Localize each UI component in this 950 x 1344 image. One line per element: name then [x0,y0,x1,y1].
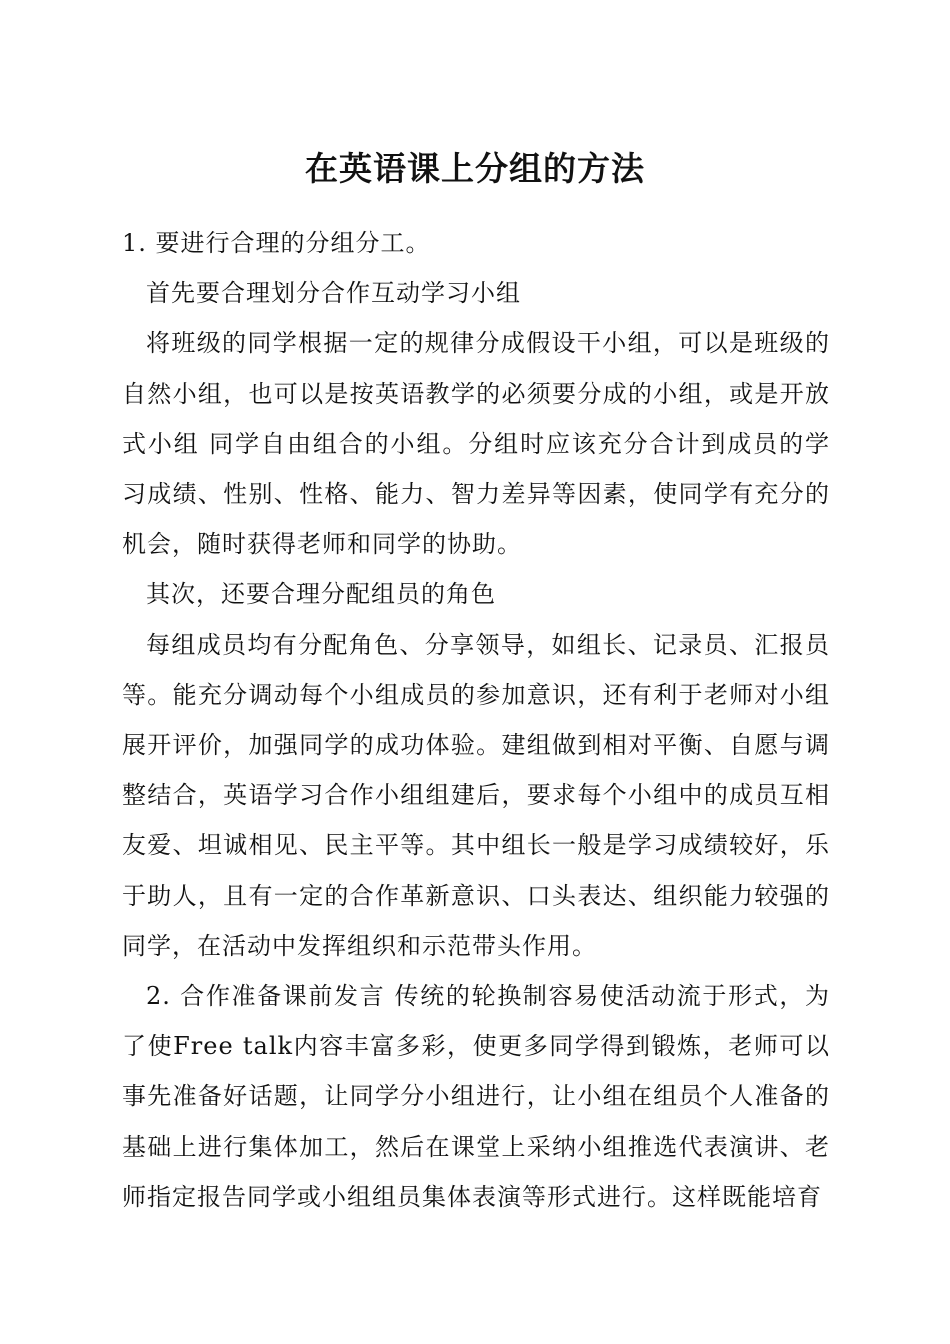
section-heading-2-paragraph: 2. 合作准备课前发言 传统的轮换制容易使活动流于形式，为了使Free talk内容丰富多彩，使更多同学得到锻炼，老师可以事先准备好话题，让同学分小组进行，让小组在组员个人准备的基础上进行集体加工，然后在课堂上采纳小组推选代表演讲、老师指定报告同学或小组组员集体表演等形式进行。这样既能培育 [122,982,830,1211]
document-body [122,218,830,1222]
paragraph-grouping: 将班级的同学根据一定的规律分成假设干小组，可以是班级的自然小组，也可以是按英语教学的必须要分成的小组，或是开放式小组 同学自由组合的小组。分组时应该充分合计到成员的学习成绩、性别、性格、能力、智力差异等因素，使同学有充分的机会，随时获得老师和同学的协助。 [122,329,830,559]
subheading-grouping: 首先要合理划分合作互动学习小组 [146,279,521,308]
subheading-roles: 其次，还要合理分配组员的角色 [146,580,496,609]
paragraph-roles: 每组成员均有分配角色、分享领导，如组长、记录员、汇报员等。能充分调动每个小组成员的参加意识，还有利于老师对小组展开评价，加强同学的成功体验。建组做到相对平衡、自愿与调整结合，英语学习合作小组组建后，要求每个小组中的成员互相友爱、坦诚相见、民主平等。其中组长一般是学习成绩较好，乐于助人，且有一定的合作革新意识、口头表达、组织能力较强的同学，在活动中发挥组织和示范带头作用。 [122,630,830,960]
section-heading-1: 1. 要进行合理的分组分工。 [122,229,431,257]
document-title: 在英语课上分组的方法 [305,149,645,188]
